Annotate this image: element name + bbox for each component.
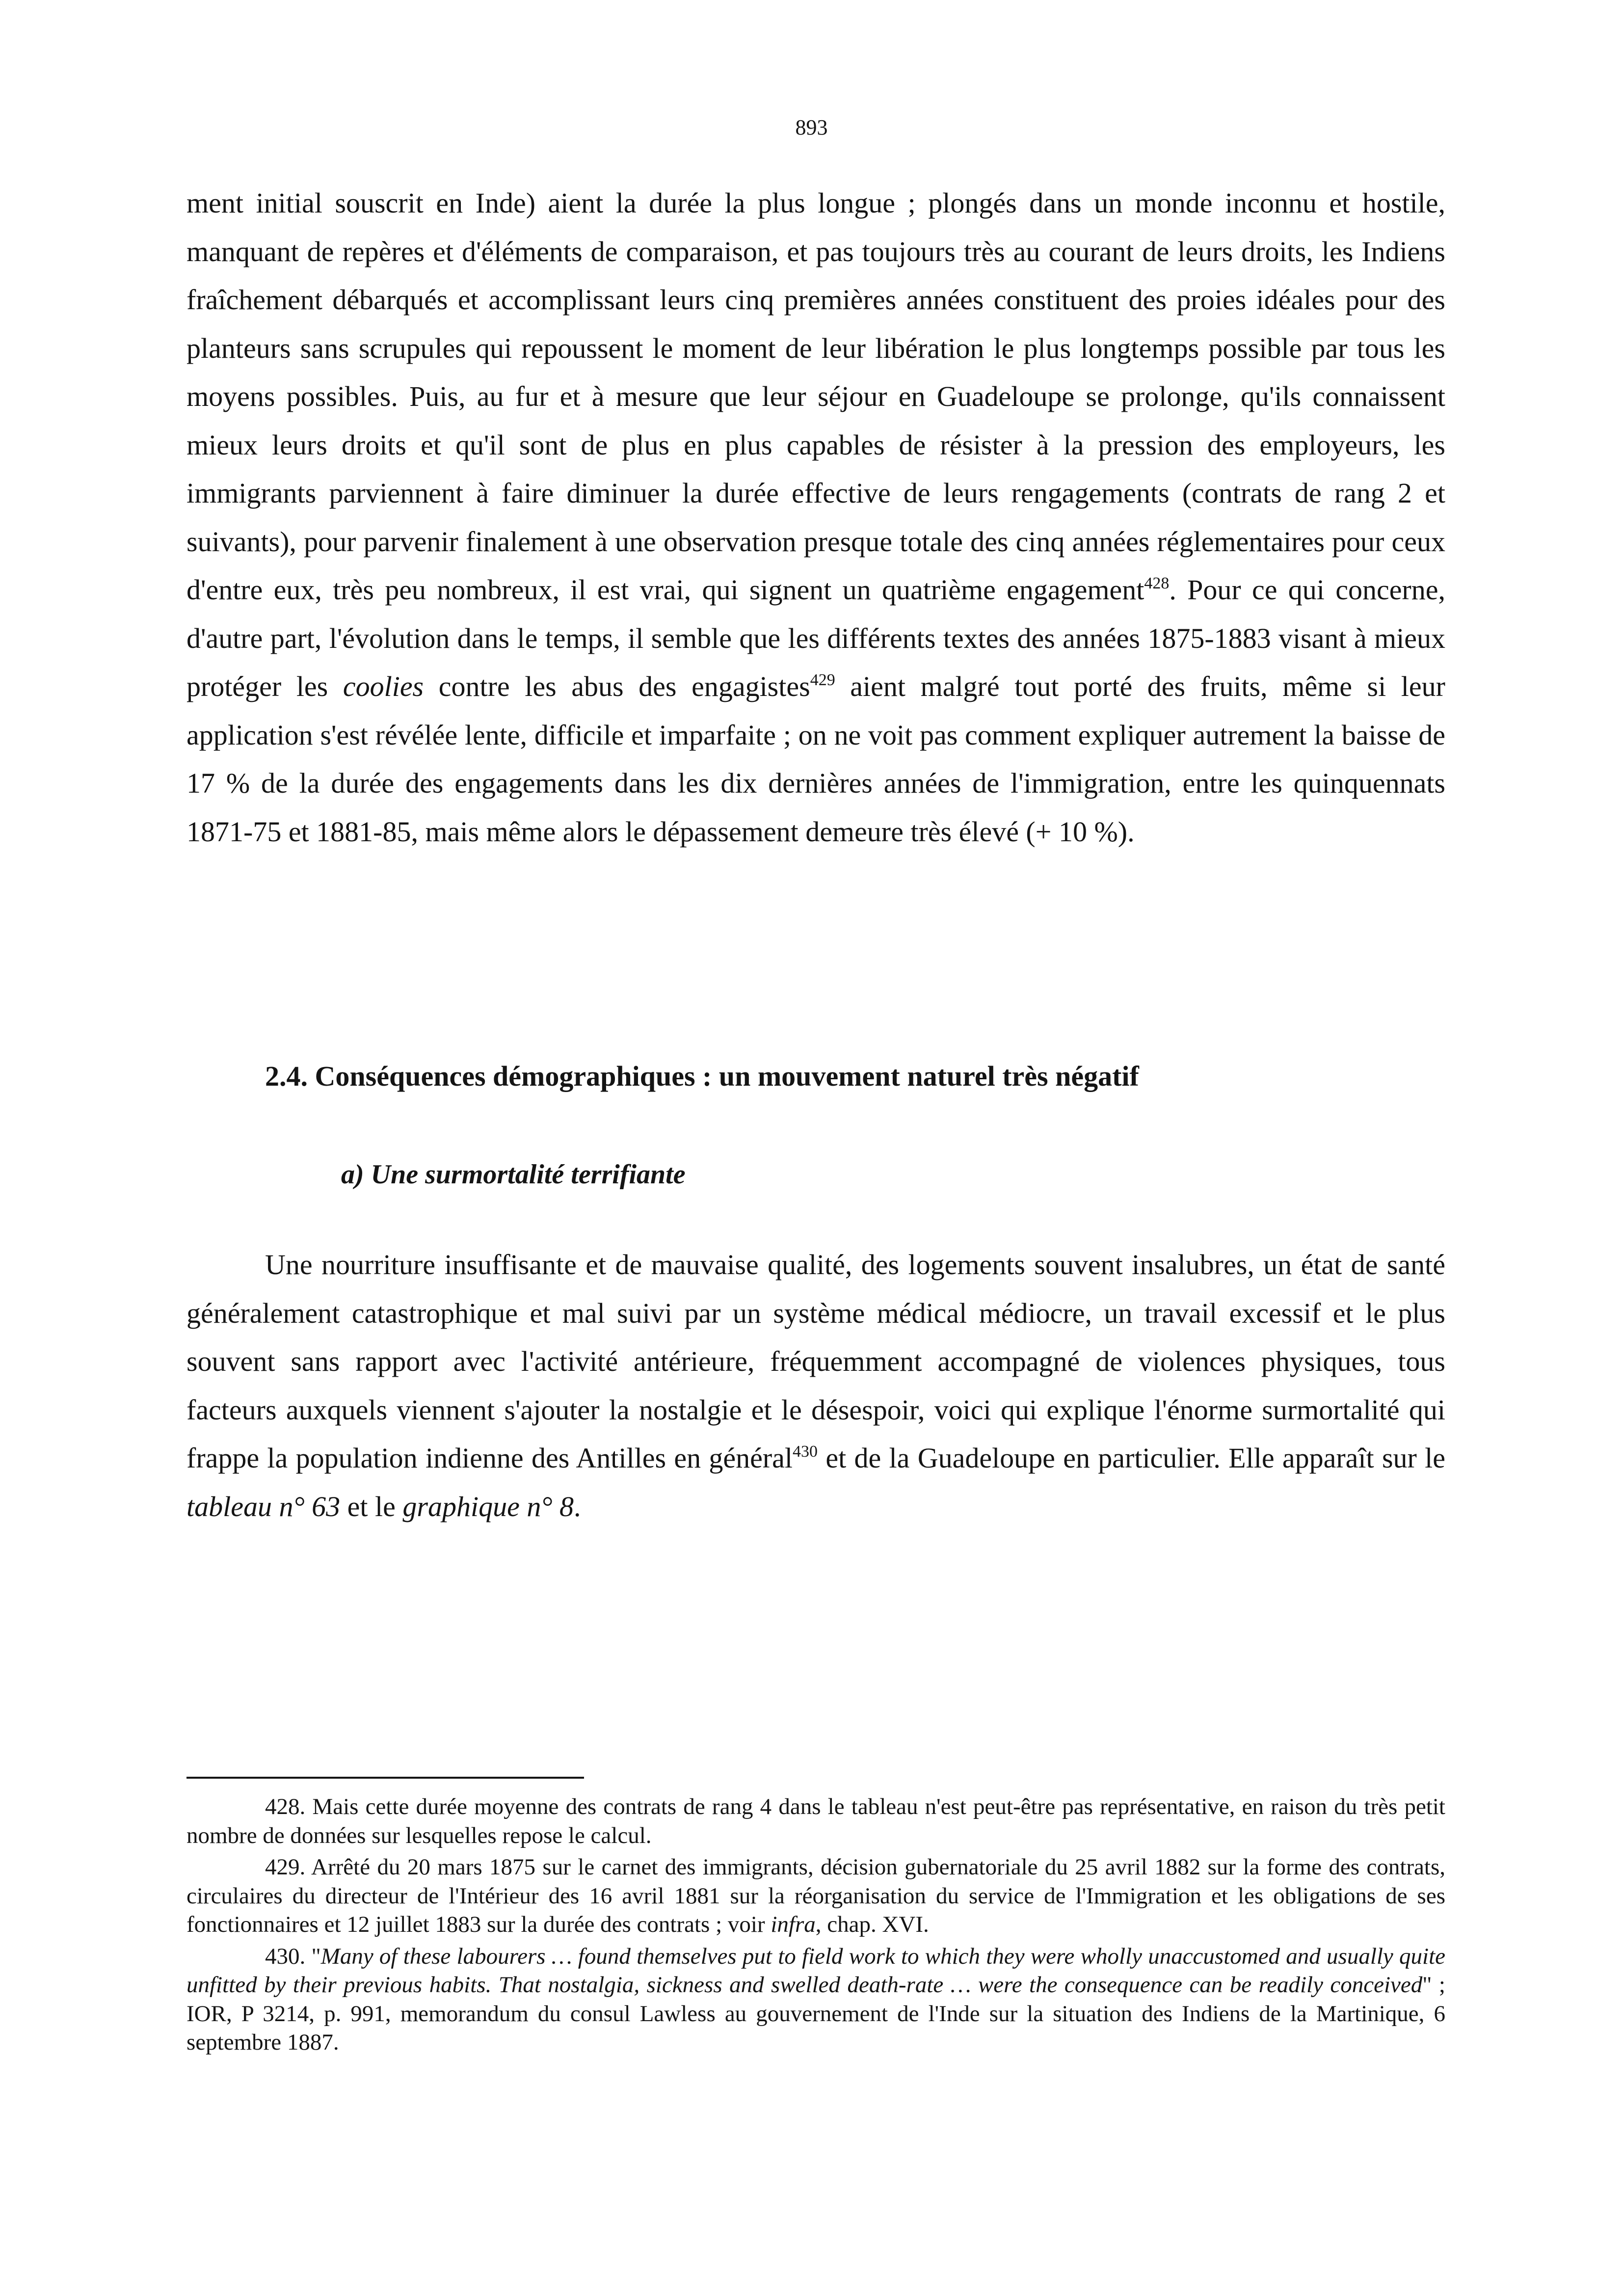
italic-term: coolies — [343, 670, 424, 702]
footnote-ref-428: 428 — [1144, 574, 1170, 592]
paragraph-text: . — [574, 1490, 581, 1522]
paragraph-text: ment initial souscrit en Inde) aient la durée la plus longue ; plongés dans un monde inconnu et hostile, manquant de repères et d'éléments de comparaison, et pas toujours très au courant de leurs droits, les Indiens fraîchement débarqués et accomplissant leurs cinq premières années constituent des proies idéales pour des planteurs sans scrupules qui repoussent le moment de leur libération le plus longtemps possible par tous les moyens possibles. Puis, au fur et à mesure que leur séjour en Guadeloupe se prolonge, qu'ils connaissent mieux leurs droits et qu'il sont de plus en plus capables de résister à la pression des employeurs, les immigrants parviennent à faire diminuer la durée effective de leurs rengagements (contrats de rang 2 et suivants), pour parvenir finalement à une observation presque totale des cinq années réglementaires pour ceux d'entre eux, très peu nombreux, il est vrai, qui signent un quatrième engagement — [186, 187, 1445, 606]
footnote-429 — [186, 1853, 1445, 1939]
footnote-ref-429: 429 — [810, 671, 835, 689]
footnote-text: " ; IOR, P 3214, p. 991, memorandum du consul Lawless au gouvernement de l'Inde sur la situation des Indiens de la Martinique, 6 septembre 1887. — [186, 1972, 1445, 2055]
page-number: 893 — [795, 115, 828, 139]
paragraph-text: et le — [340, 1490, 403, 1522]
footnote-text: , chap. XVI. — [815, 1912, 929, 1937]
footnotes — [186, 1792, 1445, 2060]
paragraph-text: Une nourriture insuffisante et de mauvaise qualité, des logements souvent insalubres, un état de santé généralement catastrophique et mal suivi par un système médical médiocre, un travail excessif et le plus souvent sans rapport avec l'activité antérieure, fréquemment accompagné de violences physiques, tous facteurs auxquels viennent s'ajouter la nostalgie et le désespoir, voici qui explique l'énorme surmortalité qui frappe la population indienne des Antilles en général — [186, 1249, 1445, 1474]
table-reference: tableau n° 63 — [186, 1490, 341, 1522]
footnote-divider — [186, 1777, 584, 1779]
paragraph-text: aient malgré tout porté des fruits, même si leur application s'est révélée lente, difficile et imparfaite ; on ne voit pas comment expliquer autrement la baisse de 17 % de la durée des engagements dans les dix dernières années de l'immigration, entre les quinquennats 1871-75 et 1881-85, mais même alors le dépassement demeure très élevé (+ 10 %). — [186, 670, 1445, 848]
footnote-430 — [186, 1942, 1445, 2057]
footnote-italic: infra — [771, 1912, 816, 1937]
footnote-quote: Many of these labourers … found themselves put to field work to which they were wholly unaccustomed and usually quite unfitted by their previous habits. That nostalgia, sickness and swelled death-rate … were the consequence can be readily conceived — [186, 1943, 1446, 1998]
paragraph-text: et de la Guadeloupe en particulier. Elle apparaît sur le — [818, 1442, 1445, 1474]
footnote-text: 429. Arrêté du 20 mars 1875 sur le carnet des immigrants, décision gubernatoriale du 25 avril 1882 sur la forme des contrats, circulaires du directeur de l'Intérieur des 16 avril 1881 sur la réorganisation du service de l'Immigration et les obligations de ses fonctionnaires et 12 juillet 1883 sur la durée des contrats ; voir — [186, 1854, 1445, 1937]
graph-reference: graphique n° 8 — [402, 1490, 574, 1522]
body-paragraph-2 — [186, 1241, 1445, 1531]
footnote-ref-430: 430 — [793, 1442, 818, 1461]
paragraph-text: . Pour ce qui concerne, d'autre part, l'évolution dans le temps, il semble que les différents textes des années 1875-1883 visant à mieux protéger les — [186, 574, 1445, 702]
body-paragraph-1 — [186, 179, 1445, 856]
footnote-428: 428. Mais cette durée moyenne des contrats de rang 4 dans le tableau n'est peut-être pas représentative, en raison du très petit nombre de données sur lesquelles repose le calcul. — [186, 1794, 1445, 1848]
footnote-text: 430. " — [265, 1943, 321, 1969]
subsection-heading: a) Une surmortalité terrifiante — [341, 1159, 686, 1190]
section-heading: 2.4. Conséquences démographiques : un mouvement naturel très négatif — [265, 1060, 1139, 1092]
paragraph-text: contre les abus des engagistes — [424, 670, 810, 702]
